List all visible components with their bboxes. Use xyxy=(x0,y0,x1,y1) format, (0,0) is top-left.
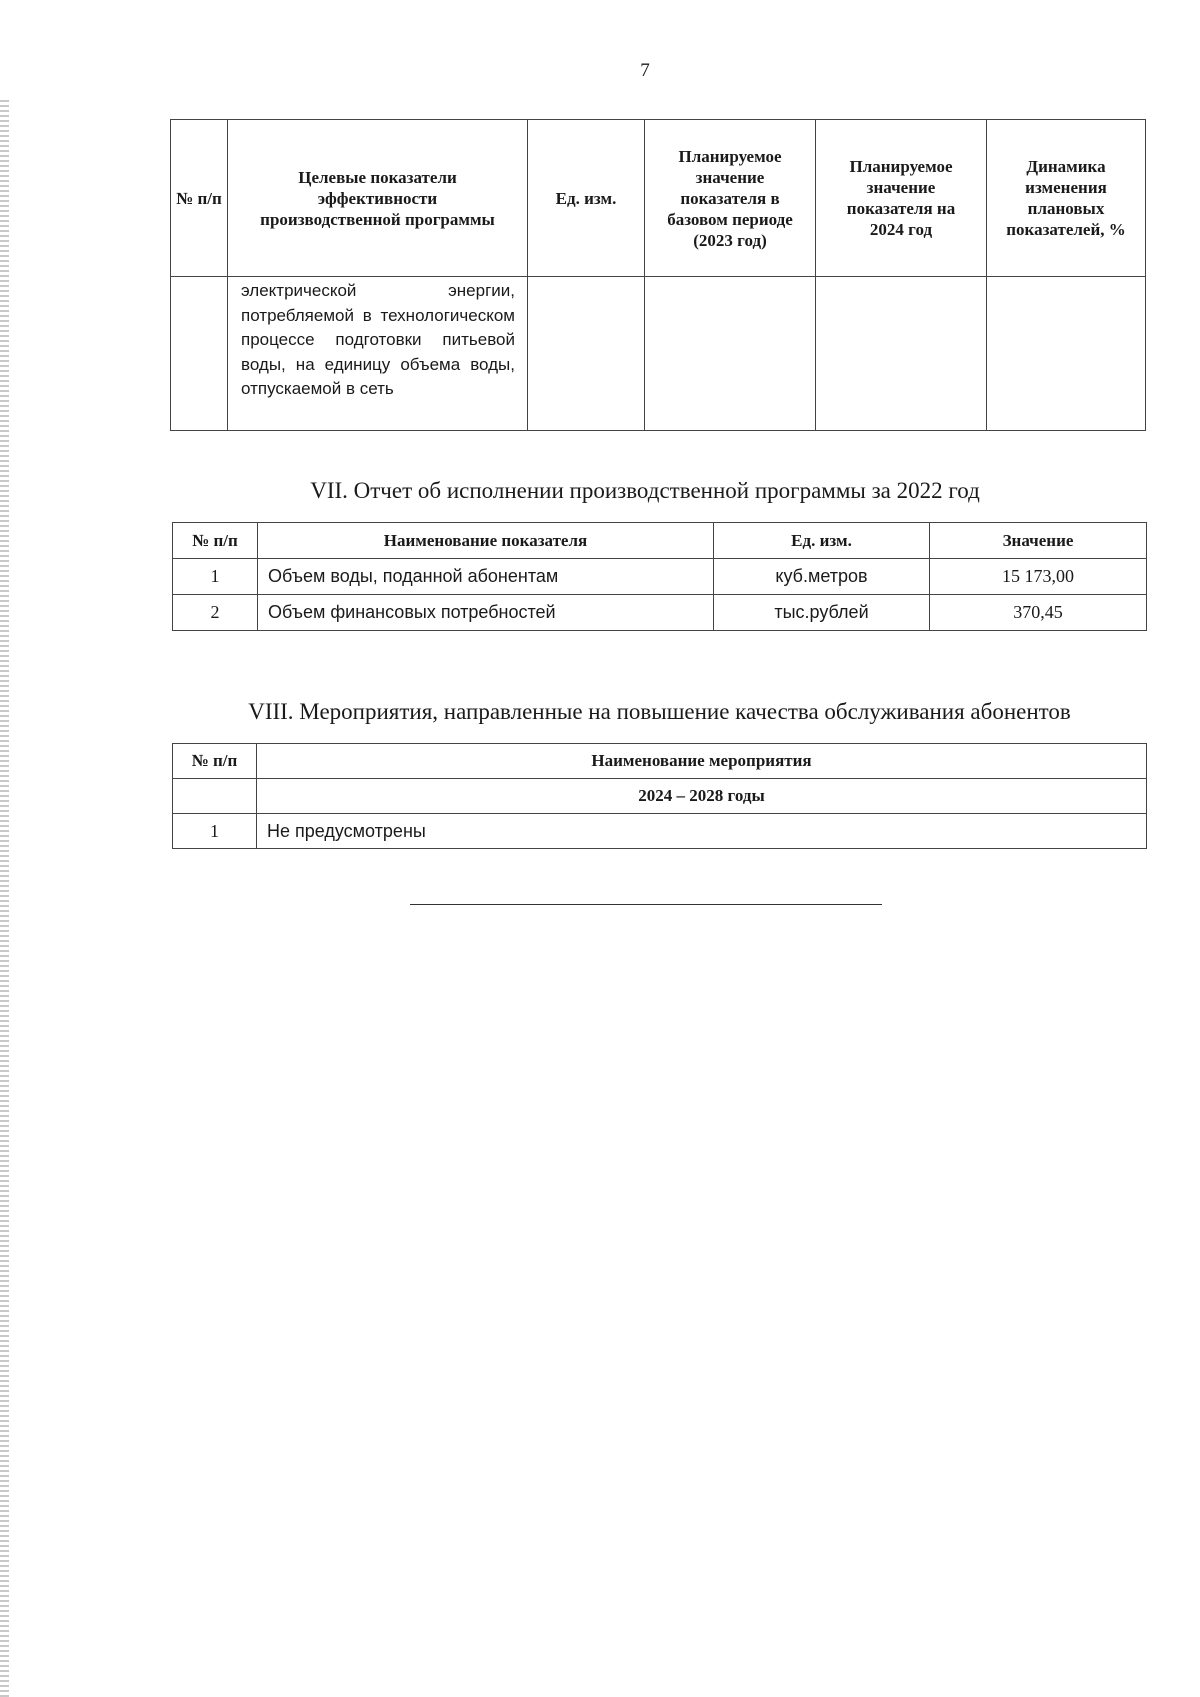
cell-period: 2024 – 2028 годы xyxy=(257,779,1147,814)
cell-unit: куб.метров xyxy=(714,559,930,595)
measures-table xyxy=(172,743,1147,849)
header-unit: Ед. изм. xyxy=(528,120,645,277)
scan-edge-strip xyxy=(0,100,9,1697)
cell-plan-value xyxy=(816,277,987,431)
header-unit: Ед. изм. xyxy=(714,523,930,559)
indicator-text: электрической энергии, потребляемой в технологическом процессе подготовки питьевой воды, на единицу объема воды, отпускаемой в сеть xyxy=(241,281,515,398)
cell-num xyxy=(171,277,228,431)
header-num: № п/п xyxy=(173,744,257,779)
table-row xyxy=(173,814,1147,849)
header-num: № п/п xyxy=(173,523,258,559)
targets-table xyxy=(170,119,1146,431)
cell-num: 1 xyxy=(173,559,258,595)
page-number: 7 xyxy=(640,60,650,81)
table-header-row xyxy=(171,120,1146,277)
cell-unit xyxy=(528,277,645,431)
header-name: Наименование мероприятия xyxy=(257,744,1147,779)
cell-unit: тыс.рублей xyxy=(714,595,930,631)
cell-value: 370,45 xyxy=(930,595,1147,631)
header-num: № п/п xyxy=(171,120,228,277)
period-row xyxy=(173,779,1147,814)
section-7-title: VII. Отчет об исполнении производственной программы за 2022 год xyxy=(310,478,980,503)
cell-name: Объем финансовых потребностей xyxy=(258,595,714,631)
header-dynamics: Динамика изменения плановых показателей, % xyxy=(987,120,1146,277)
header-name: Наименование показателя xyxy=(258,523,714,559)
cell-base-value xyxy=(645,277,816,431)
table-header-row xyxy=(173,744,1147,779)
cell-dynamics xyxy=(987,277,1146,431)
table-row xyxy=(171,277,1146,431)
header-base-value: Планируемое значение показателя в базовом периоде (2023 год) xyxy=(645,120,816,277)
table-row xyxy=(173,559,1147,595)
table-row xyxy=(173,595,1147,631)
report-table xyxy=(172,522,1147,631)
header-value: Значение xyxy=(930,523,1147,559)
cell-indicator xyxy=(228,277,528,431)
header-plan-value: Планируемое значение показателя на 2024 год xyxy=(816,120,987,277)
cell-name: Не предусмотрены xyxy=(257,814,1147,849)
table-header-row xyxy=(173,523,1147,559)
cell-name: Объем воды, поданной абонентам xyxy=(258,559,714,595)
end-divider xyxy=(410,904,882,905)
cell-num: 1 xyxy=(173,814,257,849)
section-8-title: VIII. Мероприятия, направленные на повышение качества обслуживания абонентов xyxy=(248,699,1071,724)
cell-num: 2 xyxy=(173,595,258,631)
cell-value: 15 173,00 xyxy=(930,559,1147,595)
cell-empty xyxy=(173,779,257,814)
header-indicator: Целевые показатели эффективности производственной программы xyxy=(228,120,528,277)
